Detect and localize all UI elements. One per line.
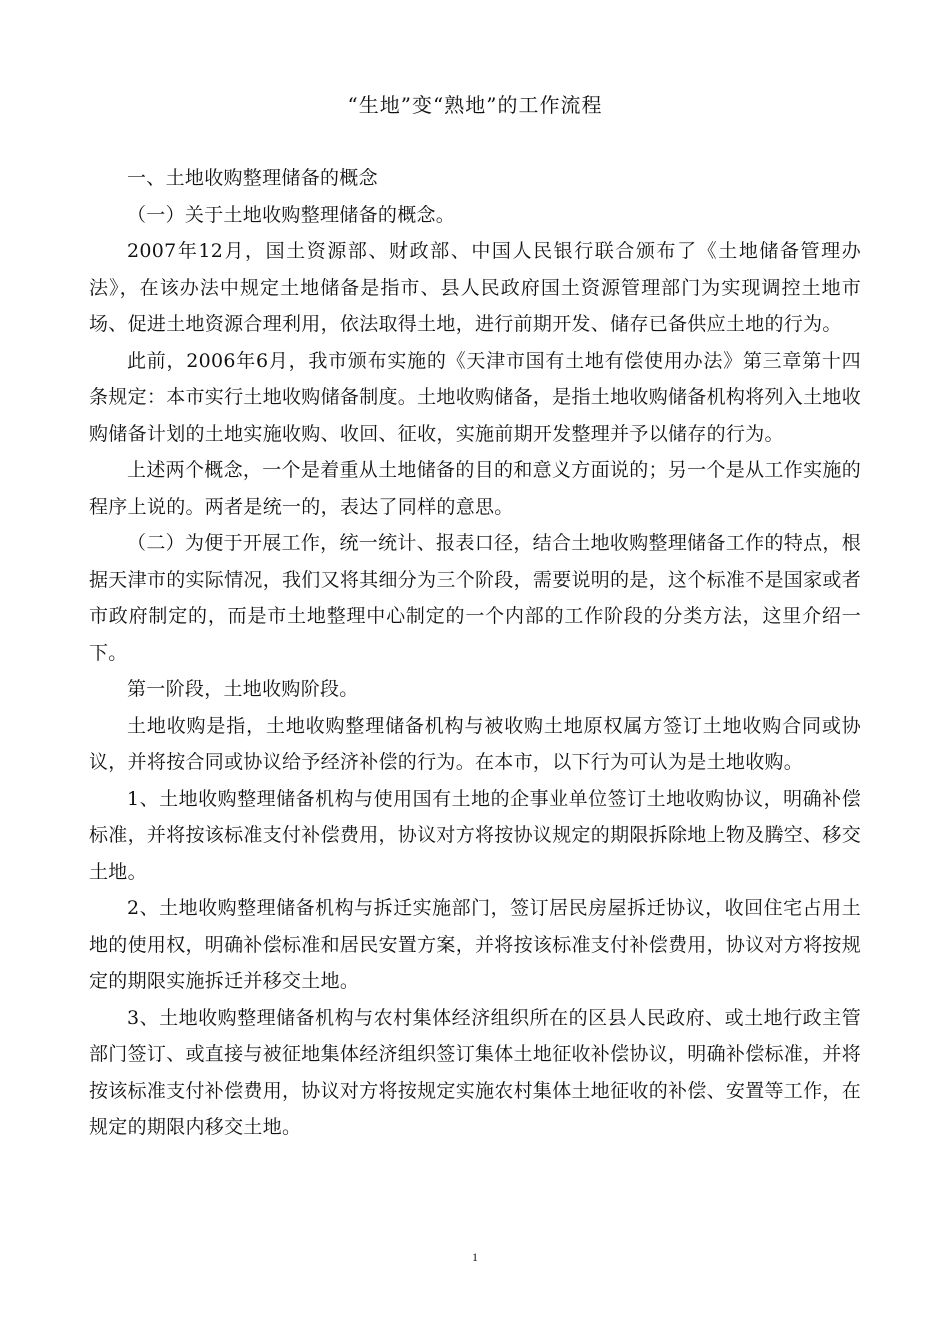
list-item-1: 1、土地收购整理储备机构与使用国有土地的企事业单位签订土地收购协议，明确补偿标准，并将按该标准支付补偿费用，协议对方将按协议规定的期限拆除地上物及腾空、移交土地。 [89,787,862,883]
list-item-3: 3、土地收购整理储备机构与农村集体经济组织所在的区县人民政府、或土地行政主管部门签订、或直接与被征地集体经济组织签订集体土地征收补偿协议，明确补偿标准，并将按该标准支付补偿费用，协议对方将按规定实施农村集体土地征收的补偿、安置等工作，在规定的期限内移交土地。 [89,1006,862,1138]
document-body [89,160,861,1146]
subsection-heading-2: （二）为便于开展工作，统一统计、报表口径，结合土地收购整理储备工作的特点，根据天津市的实际情况，我们又将其细分为三个阶段，需要说明的是，这个标准不是国家或者市政府制定的，而是市土地整理中心制定的一个内部的工作阶段的分类方法，这里介绍一下。 [89,532,862,664]
section-heading-concept: 一、土地收购整理储备的概念 [127,167,378,189]
document-title: “生地”变“熟地”的工作流程 [347,93,603,117]
stage-one-heading: 第一阶段，土地收购阶段。 [127,678,359,700]
paragraph-2006-tianjin: 此前，2006年6月，我市颁布实施的《天津市国有土地有偿使用办法》第三章第十四条规定：本市实行土地收购储备制度。土地收购储备，是指土地收购储备机构将列入土地收购储备计划的土地实施收购、收回、征收，实施前期开发整理并予以储存的行为。 [89,349,862,445]
paragraph-acquisition-definition: 土地收购是指，土地收购整理储备机构与被收购土地原权属方签订土地收购合同或协议，并将按合同或协议给予经济补偿的行为。在本市，以下行为可认为是土地收购。 [89,714,861,773]
paragraph-two-concepts: 上述两个概念，一个是着重从土地储备的目的和意义方面说的；另一个是从工作实施的程序上说的。两者是统一的，表达了同样的意思。 [89,459,861,518]
page-number: 1 [472,1250,478,1264]
paragraph-2007-measures: 2007年12月，国土资源部、财政部、中国人民银行联合颁布了《土地储备管理办法》，在该办法中规定土地储备是指市、县人民政府国土资源管理部门为实现调控土地市场、促进土地资源合理利用，依法取得土地，进行前期开发、储存已备供应土地的行为。 [89,240,861,335]
list-item-2: 2、土地收购整理储备机构与拆迁实施部门，签订居民房屋拆迁协议，收回住宅占用土地的使用权，明确补偿标准和居民安置方案，并将按该标准支付补偿费用，协议对方将按规定的期限实施拆迁并移交土地。 [89,897,862,992]
subsection-heading-1: （一）关于土地收购整理储备的概念。 [127,203,456,226]
